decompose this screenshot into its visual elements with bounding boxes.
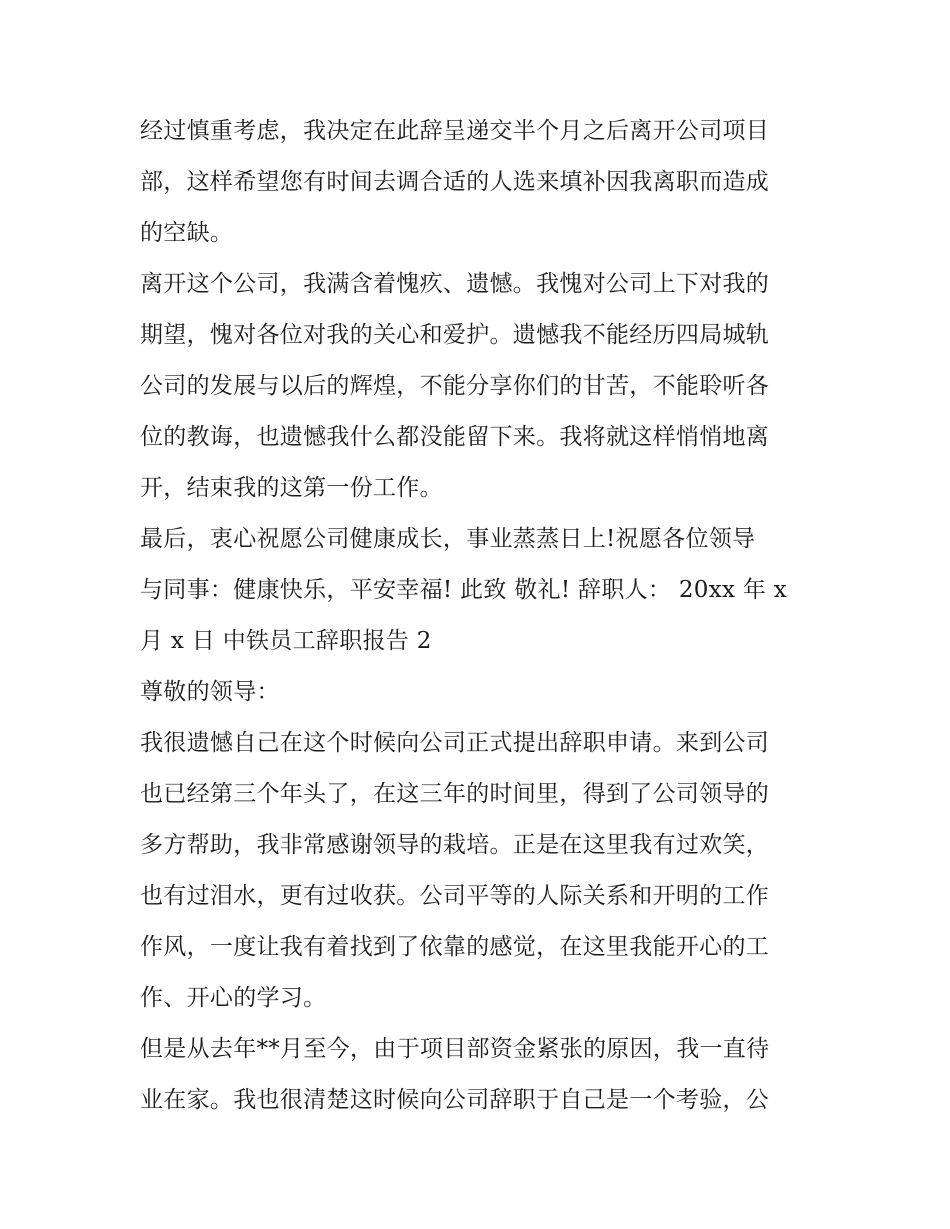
text-line: 与同事：健康快乐，平安幸福! 此致 敬礼! 辞职人： 20xx 年 x	[140, 577, 788, 603]
text-line: 部，这样希望您有时间去调合适的人选来填补因我离职而造成	[140, 169, 770, 195]
text-line: 最后，衷心祝愿公司健康成长，事业蒸蒸日上!祝愿各位领导	[140, 526, 756, 552]
text-line: 但是从去年**月至今，由于项目部资金紧张的原因，我一直待	[140, 1036, 770, 1062]
salutation: 尊敬的领导：	[140, 679, 280, 705]
text-line: 也有过泪水，更有过收获。公司平等的人际关系和开明的工作	[140, 883, 770, 909]
text-line: 也已经第三个年头了，在这三年的时间里，得到了公司领导的	[140, 781, 770, 807]
text-line: 作、开心的学习。	[140, 985, 327, 1011]
text-line: 公司的发展与以后的辉煌，不能分享你们的甘苦，不能聆听各	[140, 373, 770, 399]
text-line: 的空缺。	[140, 220, 234, 246]
text-line: 开，结束我的这第一份工作。	[140, 475, 443, 501]
document-body	[140, 106, 820, 1126]
text-line: 多方帮助，我非常感谢领导的栽培。正是在这里我有过欢笑，	[140, 832, 770, 858]
text-line: 期望，愧对各位对我的关心和爱护。遗憾我不能经历四局城轨	[140, 322, 770, 348]
text-line: 业在家。我也很清楚这时候向公司辞职于自己是一个考验，公	[140, 1087, 770, 1113]
text-line: 位的教诲，也遗憾我什么都没能留下来。我将就这样悄悄地离	[140, 424, 770, 450]
text-line: 我很遗憾自己在这个时候向公司正式提出辞职申请。来到公司	[140, 730, 770, 756]
text-line: 离开这个公司，我满含着愧疚、遗憾。我愧对公司上下对我的	[140, 271, 770, 297]
text-line: 作风，一度让我有着找到了依靠的感觉，在这里我能开心的工	[140, 934, 770, 960]
text-line: 经过慎重考虑，我决定在此辞呈递交半个月之后离开公司项目	[140, 118, 770, 144]
text-line: 月 x 日 中铁员工辞职报告 2	[140, 628, 432, 654]
